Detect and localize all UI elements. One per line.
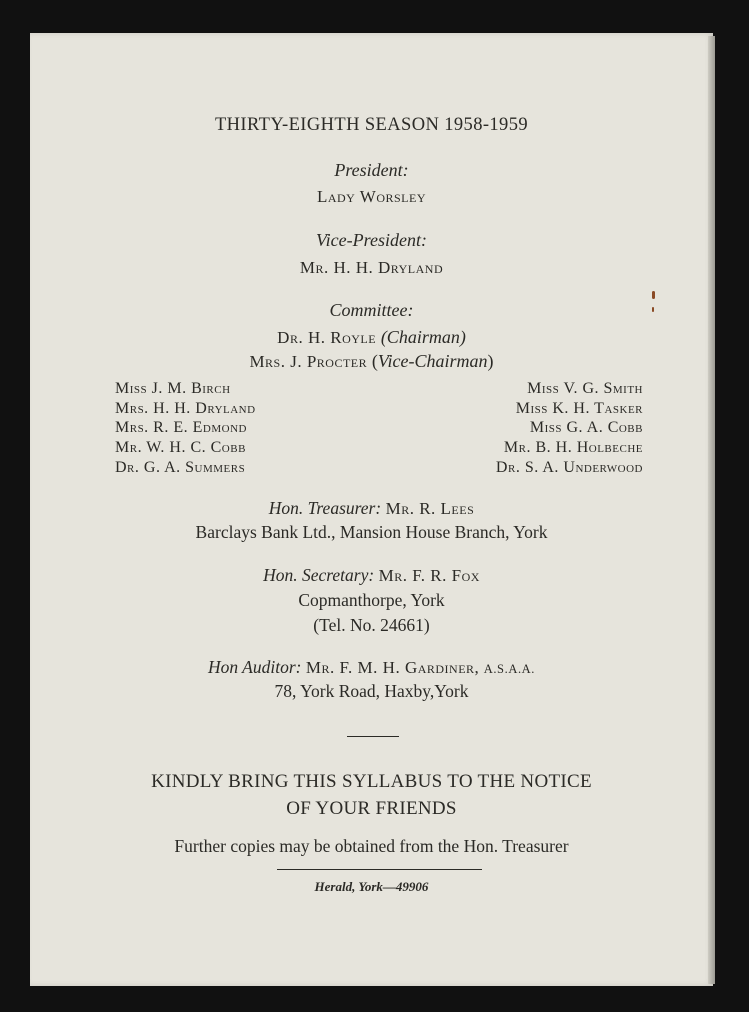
notice-line-2: OF YOUR FRIENDS [286, 798, 457, 819]
syllabus-page [30, 33, 713, 986]
president-label: President: [334, 160, 409, 180]
secretary-name: Mr. F. R. Fox [378, 566, 480, 585]
notice-line-1: KINDLY BRING THIS SYLLABUS TO THE NOTICE [151, 771, 592, 792]
committee-member: Dr. G. A. Summers [115, 458, 246, 476]
committee-vice-chairman [30, 351, 713, 372]
auditor-name: Mr. F. M. H. Gardiner, [305, 658, 480, 677]
treasurer-label: Hon. Treasurer: [268, 498, 382, 518]
vice-chairman-paren-close: ) [487, 351, 494, 371]
treasurer-name: Mr. R. Lees [385, 499, 475, 518]
vice-president-name: Mr. H. H. Dryland [299, 258, 444, 277]
committee-chairman [30, 327, 713, 348]
vice-president-label: Vice-President: [316, 230, 427, 250]
auditor-qualification: A.S.A.A. [483, 662, 536, 676]
auditor-label: Hon Auditor: [207, 657, 302, 677]
committee-member: Mr. W. H. C. Cobb [115, 439, 246, 457]
page-edge [708, 36, 715, 984]
committee-left-column [115, 379, 256, 478]
auditor-address: 78, York Road, Haxby,York [274, 681, 469, 701]
auditor-line [30, 657, 713, 678]
committee-member: Mrs. H. H. Dryland [115, 399, 256, 417]
committee-label: Committee: [329, 300, 414, 320]
committee-member: Mr. B. H. Holbeche [503, 439, 643, 457]
president-name: Lady Worsley [316, 187, 427, 206]
committee-member: Miss J. M. Birch [115, 380, 231, 397]
vice-chairman-name: Mrs. J. Procter [249, 352, 368, 371]
secretary-telephone: (Tel. No. 24661) [313, 615, 430, 635]
committee-member: Mrs. R. E. Edmond [115, 419, 247, 437]
paper-stain [652, 291, 655, 299]
committee-right-column [496, 379, 643, 478]
secretary-line [30, 565, 713, 586]
treasurer-address: Barclays Bank Ltd., Mansion House Branch, York [195, 522, 548, 542]
chairman-role: (Chairman) [380, 327, 466, 347]
secretary-label: Hon. Secretary: [263, 565, 375, 585]
divider-ornament [347, 736, 399, 737]
committee-member: Miss G. A. Cobb [529, 419, 643, 437]
season-title: THIRTY-EIGHTH SEASON 1958-1959 [214, 115, 529, 135]
committee-member: Dr. S. A. Underwood [495, 458, 643, 476]
printer-imprint: Herald, York—49906 [314, 879, 429, 894]
committee-member: Miss V. G. Smith [527, 380, 643, 397]
committee-member: Miss K. H. Tasker [515, 399, 643, 417]
divider-rule [277, 869, 482, 870]
vice-chairman-role: Vice-Chairman [377, 351, 488, 371]
vice-chairman-paren-open: ( [371, 351, 378, 371]
secretary-address: Copmanthorpe, York [298, 590, 445, 610]
further-copies-note: Further copies may be obtained from the Hon. Treasurer [174, 836, 569, 856]
treasurer-line [30, 498, 713, 519]
chairman-name: Dr. H. Royle [277, 328, 377, 347]
